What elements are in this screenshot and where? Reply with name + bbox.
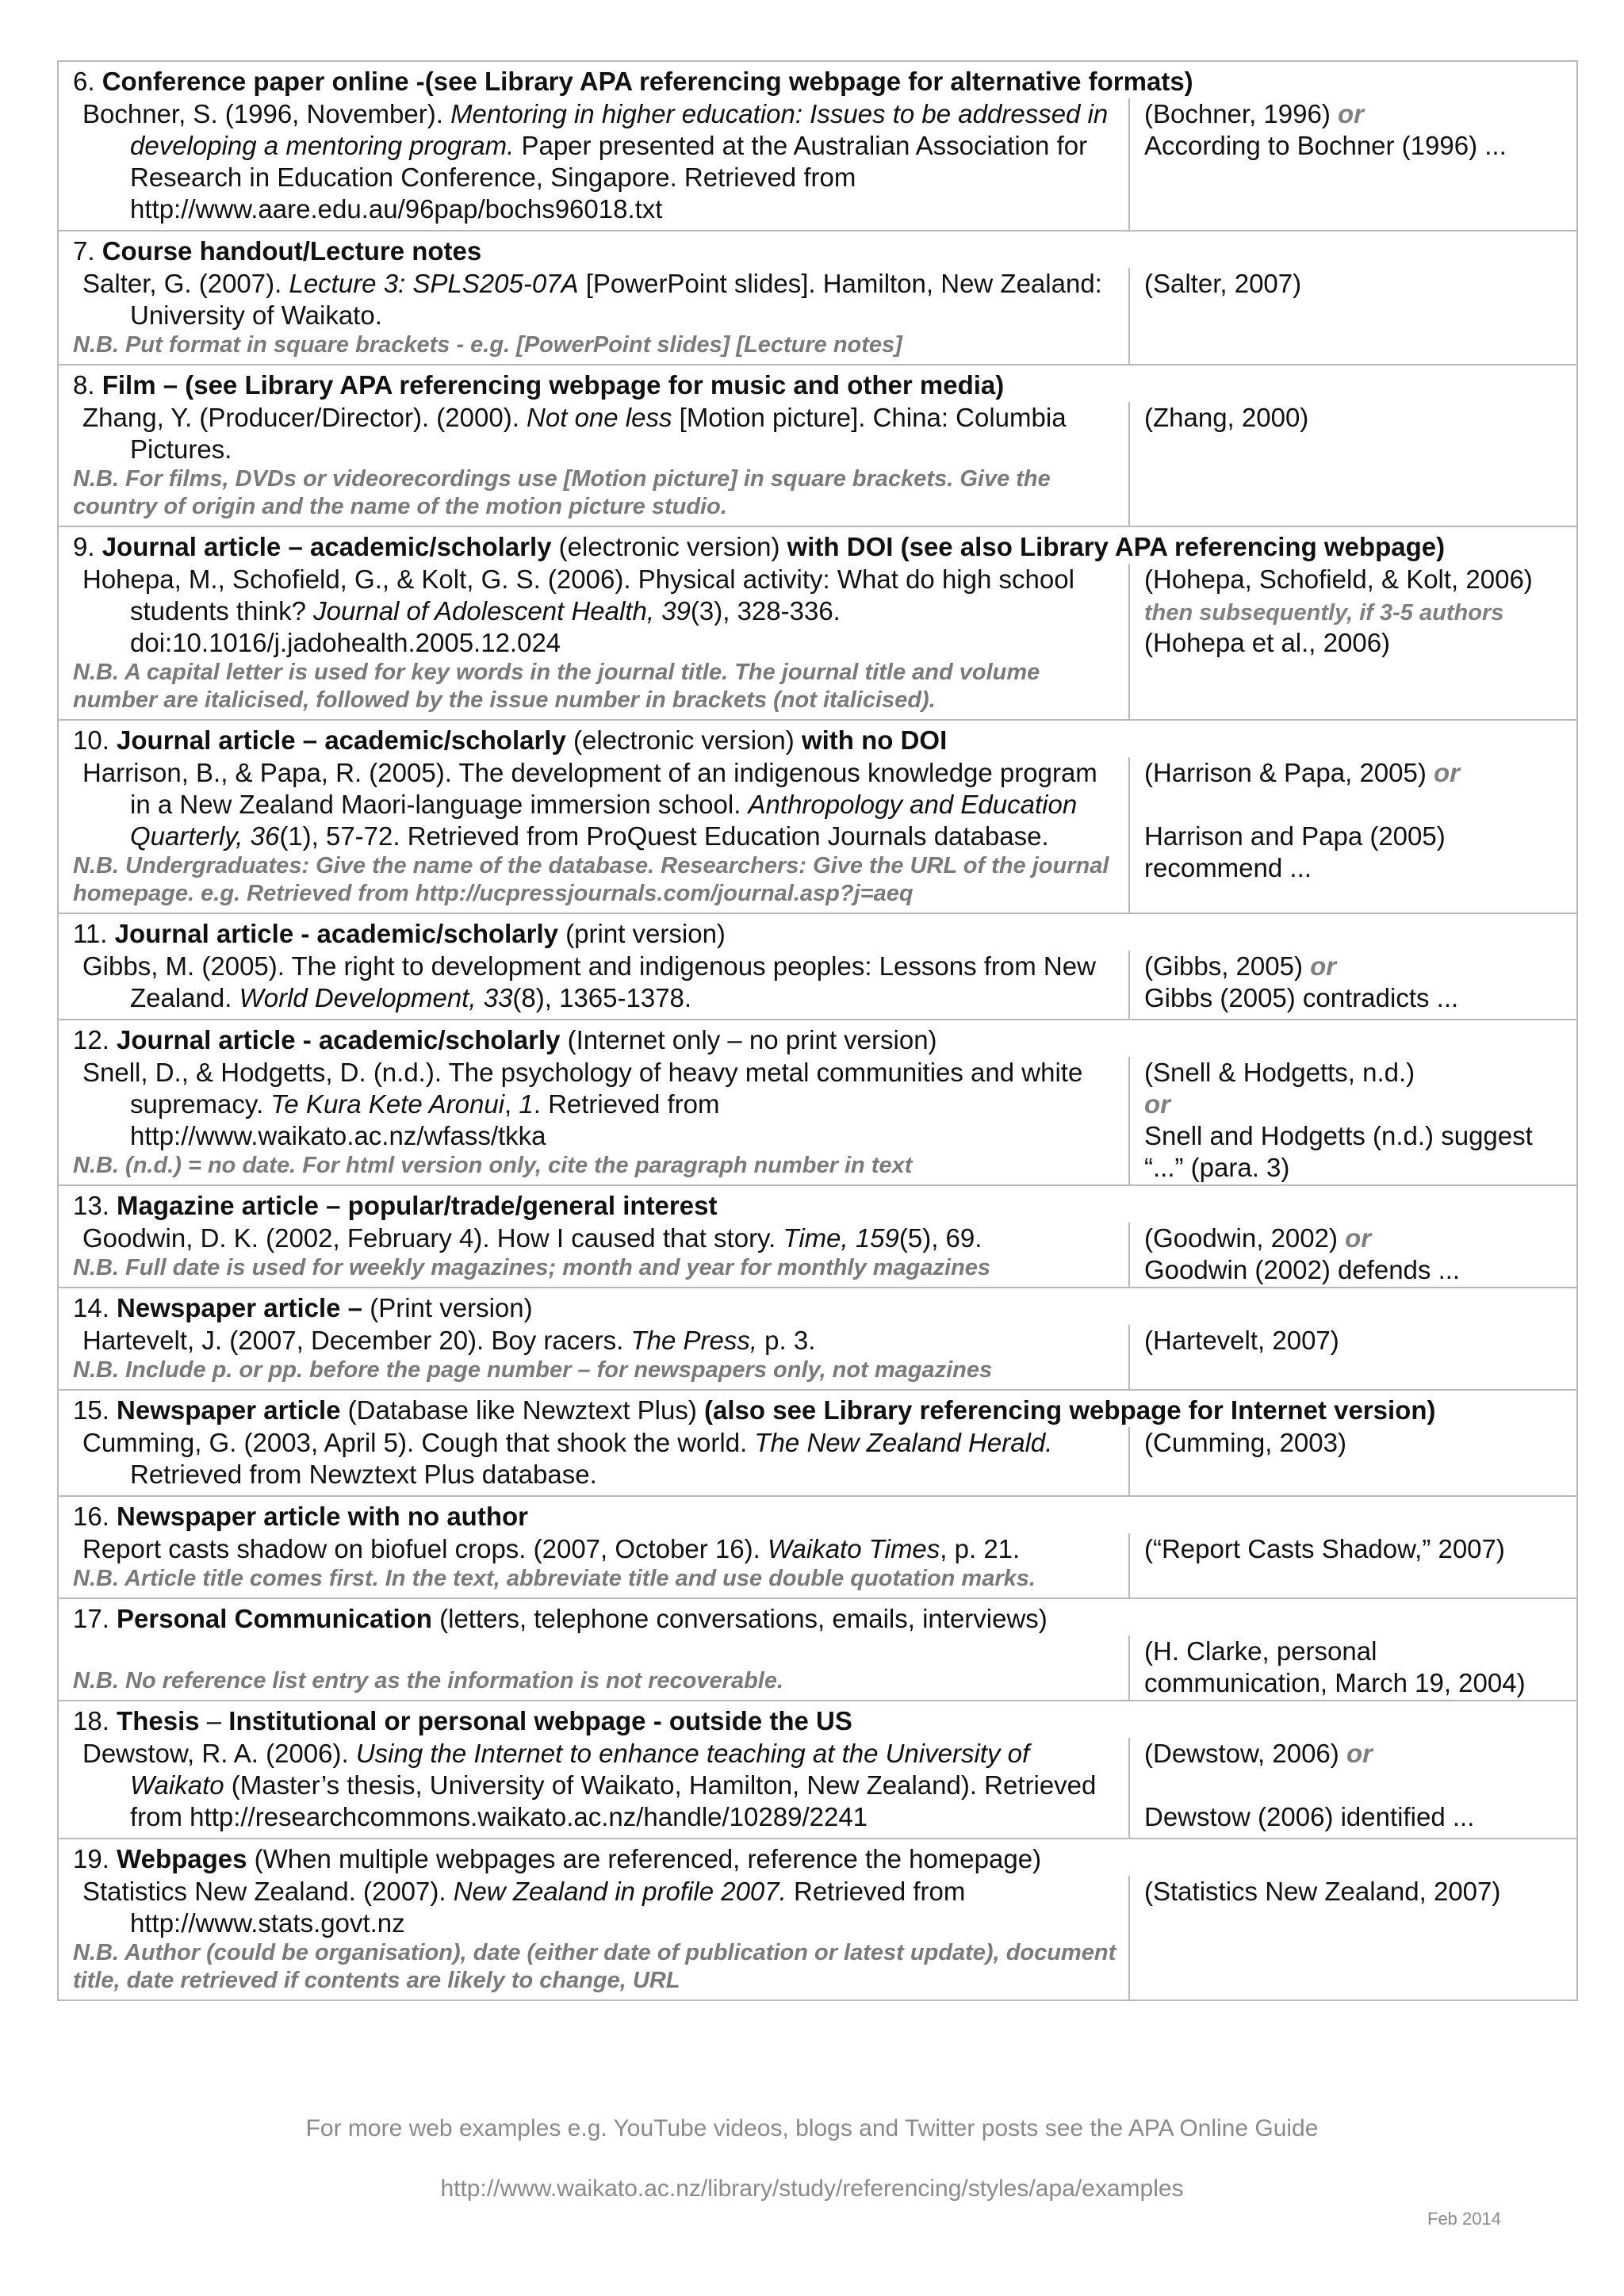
citation-text: (Snell & Hodgetts, n.d.) bbox=[1144, 1058, 1415, 1087]
citation-text: (Dewstow, 2006) bbox=[1144, 1739, 1346, 1768]
heading-text: 10. bbox=[73, 725, 117, 755]
reference-text: Report casts shadow on biofuel crops. (2007, October 16). bbox=[82, 1534, 768, 1563]
in-text-citation bbox=[1130, 1325, 1576, 1357]
reference-text: Retrieved from http://www.stats.govt.nz bbox=[130, 1877, 966, 1938]
entry-header-row bbox=[58, 1839, 1577, 1876]
heading-text: (letters, telephone conversations, emails, interviews) bbox=[431, 1604, 1048, 1633]
entry-heading bbox=[59, 721, 1576, 757]
entry-heading bbox=[59, 1839, 1576, 1876]
note-text: N.B. Undergraduates: Give the name of the database. Researchers: Give the URL of the journal homepage. e.g. Retrieved from http://ucpressjournals.com/journal.asp?j=aeq bbox=[73, 853, 1109, 906]
entry-header-row bbox=[58, 231, 1577, 268]
reference-text: (3), 328-336. doi:10.1016/j.jadohealth.2005.12.024 bbox=[130, 596, 841, 657]
note-text: N.B. No reference list entry as the information is not recoverable. bbox=[73, 1668, 784, 1693]
entry-body-row bbox=[58, 1876, 1577, 2000]
entry-body-row bbox=[58, 564, 1577, 720]
reference-entry bbox=[59, 757, 1128, 852]
heading-bold-text: Newspaper article – bbox=[117, 1293, 363, 1322]
in-text-citation bbox=[1130, 1636, 1576, 1699]
reference-text: Statistics New Zealand. (2007). bbox=[82, 1877, 454, 1906]
entry-header-row bbox=[58, 1020, 1577, 1057]
reference-text: Bochner, S. (1996, November). bbox=[82, 99, 451, 128]
reference-entry bbox=[59, 1427, 1128, 1490]
citation-text: (Hohepa, Schofield, & Kolt, 2006) bbox=[1144, 564, 1533, 594]
citation-connector-text: or bbox=[1434, 758, 1461, 787]
entry-body-row bbox=[58, 402, 1577, 526]
heading-text: (When multiple webpages are referenced, reference the homepage) bbox=[247, 1844, 1042, 1873]
reference-italic-text: 1 bbox=[519, 1089, 534, 1119]
reference-text: Dewstow, R. A. (2006). bbox=[82, 1739, 356, 1768]
in-text-citation bbox=[1130, 1876, 1576, 1908]
heading-text: 19. bbox=[73, 1844, 117, 1873]
reference-text: Zhang, Y. (Producer/Director). (2000). bbox=[82, 403, 527, 432]
reference-italic-text: Waikato Times bbox=[767, 1534, 940, 1563]
reference-italic-text: Te Kura Kete Aronui bbox=[270, 1089, 505, 1119]
heading-text: 6. bbox=[73, 67, 102, 96]
reference-entry bbox=[59, 1738, 1128, 1833]
citation-text: (Goodwin, 2002) bbox=[1144, 1223, 1346, 1253]
citation-connector-text: then subsequently, if 3-5 authors bbox=[1144, 600, 1504, 626]
heading-bold-text: Journal article - academic/scholarly bbox=[117, 1025, 561, 1054]
reference-italic-text: Anthropology and Education Quarterly, 36 bbox=[130, 790, 1078, 851]
entry-heading bbox=[59, 1288, 1576, 1325]
entry-heading bbox=[59, 1186, 1576, 1223]
reference-table bbox=[57, 60, 1578, 2001]
reference-entry bbox=[59, 1876, 1128, 1939]
entry-body-row bbox=[58, 1057, 1577, 1185]
citation-text: Harrison and Papa (2005) recommend ... bbox=[1144, 821, 1446, 882]
entry-heading bbox=[59, 914, 1576, 951]
heading-text: 11. bbox=[73, 919, 115, 948]
citation-connector-text: or bbox=[1346, 1739, 1373, 1768]
heading-text: (print version) bbox=[558, 919, 726, 948]
note-text: N.B. Article title comes first. In the text, abbreviate title and use double quotation marks. bbox=[73, 1566, 1036, 1591]
citation-connector-text: or bbox=[1310, 951, 1337, 981]
heading-bold-text: Course handout/Lecture notes bbox=[102, 236, 482, 266]
heading-text: 18. bbox=[73, 1706, 117, 1735]
heading-text: 15. bbox=[73, 1395, 117, 1425]
entry-header-row bbox=[58, 526, 1577, 564]
citation-text: According to Bochner (1996) ... bbox=[1144, 131, 1507, 160]
entry-heading bbox=[59, 365, 1576, 402]
in-text-citation bbox=[1130, 1057, 1576, 1184]
reference-italic-text: Not one less bbox=[527, 403, 672, 432]
heading-text: 7. bbox=[73, 236, 102, 266]
entry-heading bbox=[59, 1391, 1576, 1427]
heading-bold-text: with no DOI bbox=[801, 725, 948, 755]
heading-text: 16. bbox=[73, 1502, 117, 1531]
entry-header-row bbox=[58, 61, 1577, 98]
reference-text: p. 3. bbox=[757, 1326, 816, 1355]
heading-bold-text: Journal article – academic/scholarly bbox=[117, 725, 566, 755]
reference-text: Retrieved from Newztext Plus database. bbox=[130, 1460, 597, 1489]
citation-text: (Cumming, 2003) bbox=[1144, 1428, 1346, 1457]
citation-text: (Statistics New Zealand, 2007) bbox=[1144, 1877, 1501, 1906]
heading-text: 8. bbox=[73, 370, 102, 400]
citation-text: (Bochner, 1996) bbox=[1144, 99, 1338, 128]
in-text-citation bbox=[1130, 1738, 1576, 1833]
heading-text: (electronic version) bbox=[565, 725, 802, 755]
heading-text: 13. bbox=[73, 1191, 117, 1220]
citation-text: (Gibbs, 2005) bbox=[1144, 951, 1311, 981]
note-text: N.B. Full date is used for weekly magazines; month and year for monthly magazines bbox=[73, 1255, 991, 1280]
note-text: N.B. (n.d.) = no date. For html version only, cite the paragraph number in text bbox=[73, 1153, 913, 1178]
reference-italic-text: The Press, bbox=[630, 1326, 757, 1355]
entry-heading bbox=[59, 1701, 1576, 1738]
reference-italic-text: Journal of Adolescent Health, 39 bbox=[313, 596, 691, 626]
heading-bold-text: Thesis bbox=[117, 1706, 200, 1735]
reference-text: Snell, D., & Hodgetts, D. (n.d.). The psychology of heavy metal communities and white supremacy. bbox=[82, 1058, 1083, 1119]
in-text-citation bbox=[1130, 951, 1576, 1014]
entry-heading bbox=[59, 1497, 1576, 1533]
citation-text: Dewstow (2006) identified ... bbox=[1144, 1802, 1475, 1831]
entry-header-row bbox=[58, 1701, 1577, 1738]
reference-text: (5), 69. bbox=[898, 1223, 982, 1253]
reference-text: Harrison, B., & Papa, R. (2005). The development of an indigenous knowledge program in a New Zealand Maori-language immersion school. bbox=[82, 758, 1097, 819]
citation-connector-text: or bbox=[1144, 1089, 1170, 1119]
heading-bold-text: with DOI (see also Library APA referencing webpage) bbox=[787, 532, 1446, 561]
reference-entry bbox=[59, 98, 1128, 225]
entry-body-row bbox=[58, 951, 1577, 1020]
note-text: N.B. Include p. or pp. before the page number – for newspapers only, not magazines bbox=[73, 1357, 993, 1383]
entry-body-row bbox=[58, 1533, 1577, 1598]
entry-header-row bbox=[58, 1598, 1577, 1636]
note-text: N.B. A capital letter is used for key words in the journal title. The journal title and volume number are italicised, followed by the issue number in brackets (not italicised). bbox=[73, 660, 1040, 713]
entry-body-row bbox=[58, 268, 1577, 365]
reference-entry bbox=[59, 268, 1128, 331]
citation-text: (Hartevelt, 2007) bbox=[1144, 1326, 1339, 1355]
entry-header-row bbox=[58, 1496, 1577, 1533]
reference-italic-text: The New Zealand Herald. bbox=[754, 1428, 1053, 1457]
reference-text: Cumming, G. (2003, April 5). Cough that shook the world. bbox=[82, 1428, 755, 1457]
heading-text: (Internet only – no print version) bbox=[560, 1025, 937, 1054]
entry-body-row bbox=[58, 1223, 1577, 1288]
reference-text: , p. 21. bbox=[940, 1534, 1021, 1563]
reference-italic-text: New Zealand in profile 2007. bbox=[453, 1877, 787, 1906]
citation-text: Gibbs (2005) contradicts ... bbox=[1144, 983, 1459, 1012]
reference-italic-text: Using the Internet to enhance teaching at the University of Waikato bbox=[130, 1739, 1030, 1800]
entry-heading bbox=[59, 527, 1576, 564]
entry-body-row bbox=[58, 1325, 1577, 1390]
entry-body-row bbox=[58, 98, 1577, 231]
entry-body-row bbox=[58, 757, 1577, 913]
entry-body-row bbox=[58, 1738, 1577, 1839]
heading-bold-text: Conference paper online -(see Library APA referencing webpage for alternative formats) bbox=[102, 67, 1193, 96]
entry-heading bbox=[59, 1599, 1576, 1636]
entry-heading bbox=[59, 232, 1576, 268]
reference-text: Gibbs, M. (2005). The right to development and indigenous peoples: Lessons from New Zealand. bbox=[82, 951, 1096, 1012]
reference-text: Goodwin, D. K. (2002, February 4). How I caused that story. bbox=[82, 1223, 783, 1253]
reference-text: [PowerPoint slides]. Hamilton, New Zealand: University of Waikato. bbox=[130, 269, 1102, 330]
citation-text: (H. Clarke, personal communication, March 19, 2004) bbox=[1144, 1636, 1526, 1697]
in-text-citation bbox=[1130, 1533, 1576, 1565]
entry-header-row bbox=[58, 1185, 1577, 1223]
entry-header-row bbox=[58, 720, 1577, 757]
reference-entry bbox=[59, 1533, 1128, 1565]
citation-text: (Hohepa et al., 2006) bbox=[1144, 628, 1391, 657]
in-text-citation bbox=[1130, 757, 1576, 884]
citation-text: (“Report Casts Shadow,” 2007) bbox=[1144, 1534, 1505, 1563]
reference-entry bbox=[59, 564, 1128, 659]
citation-text: (Zhang, 2000) bbox=[1144, 403, 1309, 432]
in-text-citation bbox=[1130, 1223, 1576, 1286]
in-text-citation bbox=[1130, 98, 1576, 162]
reference-text: Salter, G. (2007). bbox=[82, 269, 289, 298]
heading-bold-text: Institutional or personal webpage - outside the US bbox=[228, 1706, 852, 1735]
in-text-citation bbox=[1130, 564, 1576, 659]
reference-text: Paper presented at the Australian Association for Research in Education Conference, Singapore. Retrieved from http://www.aare.edu.au/96pap/bochs96018.txt bbox=[130, 131, 1088, 224]
reference-text: Hartevelt, J. (2007, December 20). Boy racers. bbox=[82, 1326, 631, 1355]
heading-text: 9. bbox=[73, 532, 102, 561]
reference-text: , bbox=[504, 1089, 519, 1119]
reference-entry bbox=[59, 1325, 1128, 1357]
reference-text: (Master’s thesis, University of Waikato, Hamilton, New Zealand). Retrieved from http://researchcommons.waikato.ac.nz/handle/10289/2241 bbox=[130, 1770, 1097, 1831]
footer-guide-note: For more web examples e.g. YouTube videos, blogs and Twitter posts see the APA Online Guide bbox=[305, 2115, 1319, 2141]
heading-text: 12. bbox=[73, 1025, 117, 1054]
reference-italic-text: World Development, 33 bbox=[239, 983, 513, 1012]
entry-heading bbox=[59, 62, 1576, 98]
citation-connector-text: or bbox=[1338, 99, 1364, 128]
reference-entry bbox=[59, 951, 1128, 1014]
heading-text: (Print version) bbox=[362, 1293, 533, 1322]
in-text-citation bbox=[1130, 268, 1576, 300]
heading-bold-text: Journal article - academic/scholarly bbox=[114, 919, 559, 948]
heading-bold-text: Journal article – academic/scholarly bbox=[102, 532, 552, 561]
reference-italic-text: Time, 159 bbox=[783, 1223, 899, 1253]
heading-bold-text: Personal Communication bbox=[117, 1604, 432, 1633]
reference-text: [Motion picture]. China: Columbia Pictures. bbox=[130, 403, 1067, 464]
citation-text: Snell and Hodgetts (n.d.) suggest “...” (para. 3) bbox=[1144, 1121, 1533, 1182]
heading-text: – bbox=[199, 1706, 229, 1735]
citation-text: (Salter, 2007) bbox=[1144, 269, 1302, 298]
citation-text: (Harrison & Papa, 2005) bbox=[1144, 758, 1434, 787]
heading-bold-text: Newspaper article bbox=[117, 1395, 341, 1425]
in-text-citation bbox=[1130, 402, 1576, 434]
reference-examples-page bbox=[57, 60, 1576, 2001]
note-text: N.B. Author (could be organisation), date (either date of publication or latest update), document title, date retrieved if contents are likely to change, URL bbox=[73, 1940, 1116, 1993]
entry-body-row bbox=[58, 1636, 1577, 1701]
reference-text: . Retrieved from http://www.waikato.ac.nz/wfass/tkka bbox=[130, 1089, 720, 1150]
reference-entry bbox=[59, 1057, 1128, 1152]
note-text: N.B. For films, DVDs or videorecordings use [Motion picture] in square brackets. Give the country of origin and the name of the motion picture studio. bbox=[73, 466, 1051, 519]
reference-italic-text: Mentoring in higher education: Issues to be addressed in developing a mentoring program. bbox=[130, 99, 1109, 160]
footer-date: Feb 2014 bbox=[1427, 2209, 1501, 2229]
heading-bold-text: Film – (see Library APA referencing webpage for music and other media) bbox=[102, 370, 1005, 400]
entry-heading bbox=[59, 1020, 1576, 1057]
reference-entry bbox=[59, 1223, 1128, 1254]
reference-text: (1), 57-72. Retrieved from ProQuest Education Journals database. bbox=[279, 821, 1049, 851]
heading-text: 14. bbox=[73, 1293, 117, 1322]
heading-text: (Database like Newztext Plus) bbox=[340, 1395, 705, 1425]
citation-text: Goodwin (2002) defends ... bbox=[1144, 1255, 1461, 1284]
heading-bold-text: Newspaper article with no author bbox=[117, 1502, 528, 1531]
citation-connector-text: or bbox=[1345, 1223, 1372, 1253]
entry-header-row bbox=[58, 365, 1577, 402]
reference-text: (8), 1365-1378. bbox=[512, 983, 692, 1012]
reference-text: Hohepa, M., Schofield, G., & Kolt, G. S. (2006). Physical activity: What do high school students think? bbox=[82, 564, 1074, 626]
heading-bold-text: Magazine article – popular/trade/general interest bbox=[117, 1191, 718, 1220]
heading-bold-text: Webpages bbox=[117, 1844, 247, 1873]
entry-body-row bbox=[58, 1427, 1577, 1496]
heading-text: 17. bbox=[73, 1604, 117, 1633]
footer-url-link[interactable]: http://www.waikato.ac.nz/library/study/referencing/styles/apa/examples bbox=[440, 2175, 1184, 2202]
entry-header-row bbox=[58, 1288, 1577, 1325]
reference-entry bbox=[59, 402, 1128, 465]
in-text-citation bbox=[1130, 1427, 1576, 1459]
heading-bold-text: (also see Library referencing webpage for Internet version) bbox=[704, 1395, 1436, 1425]
note-text: N.B. Put format in square brackets - e.g. [PowerPoint slides] [Lecture notes] bbox=[73, 332, 902, 358]
reference-italic-text: Lecture 3: SPLS205-07A bbox=[289, 269, 579, 298]
heading-text: (electronic version) bbox=[551, 532, 787, 561]
entry-header-row bbox=[58, 913, 1577, 951]
entry-header-row bbox=[58, 1390, 1577, 1427]
